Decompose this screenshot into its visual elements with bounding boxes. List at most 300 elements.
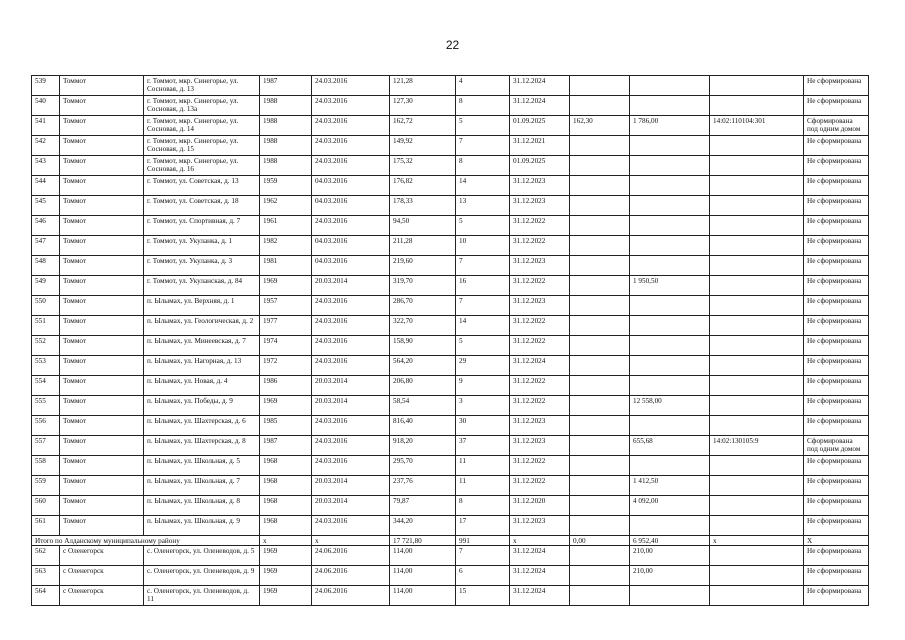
cell-deadline: 31.12.2023: [510, 436, 570, 456]
cell-residents: 9: [456, 376, 510, 396]
cell-deadline: 01.09.2025: [510, 156, 570, 176]
cell-date: 04.03.2016: [312, 176, 390, 196]
cell-row-number: 557: [32, 436, 60, 456]
cell-date: 20.03.2014: [312, 476, 390, 496]
cell-area-2: [570, 356, 630, 376]
cell-locality: Томмот: [60, 116, 144, 136]
cell-residents: 14: [456, 176, 510, 196]
cell-deadline: 31.12.2022: [510, 376, 570, 396]
cell-address: г. Томмот, мкр. Синегорье, ул. Сосновая, д. 13а: [144, 96, 260, 116]
cell-row-number: 547: [32, 236, 60, 256]
cell-locality: Томмот: [60, 96, 144, 116]
cell-deadline: 31.12.2024: [510, 356, 570, 376]
cell-residents: 7: [456, 546, 510, 566]
cell-cadastral-number: [710, 96, 804, 116]
cell-date: 04.03.2016: [312, 236, 390, 256]
cell-area-2: [570, 276, 630, 296]
cell-land-status: Сформирована под одним домом: [804, 436, 869, 456]
cell-address: г. Томмот, ул. Спортивная, д. 7: [144, 216, 260, 236]
cell-area-2: [570, 236, 630, 256]
cell-cadastral-number: [710, 316, 804, 336]
cell-deadline: 31.12.2022: [510, 236, 570, 256]
cell-cadastral-number: [710, 416, 804, 436]
cell-area-2: [570, 216, 630, 236]
cell-address: г. Томмот, ул. Советская, д. 13: [144, 176, 260, 196]
cell-area: 158,90: [390, 336, 456, 356]
table-row: [32, 256, 869, 276]
cell-deadline: 31.12.2022: [510, 396, 570, 416]
cell-cost: [630, 236, 710, 256]
cell-row-number: 562: [32, 546, 60, 566]
cell-address: г. Томмот, ул. Укуланка, д. 3: [144, 256, 260, 276]
cell-cost: 210,00: [630, 566, 710, 586]
cell-locality: с Оленегорск: [60, 566, 144, 586]
cell-cost: [630, 96, 710, 116]
cell-area-2: [570, 546, 630, 566]
cell-cadastral-number: [710, 456, 804, 476]
table-row: [32, 476, 869, 496]
cell-date: 24.03.2016: [312, 136, 390, 156]
cell-deadline: 31.12.2022: [510, 276, 570, 296]
table-row: [32, 396, 869, 416]
cell-area-2: [570, 176, 630, 196]
cell-year-built: 1988: [260, 116, 312, 136]
cell-deadline: 31.12.2023: [510, 296, 570, 316]
cell-residents: 5: [456, 336, 510, 356]
cell-land-status: Не сформирована: [804, 496, 869, 516]
cell-land-status: Не сформирована: [804, 296, 869, 316]
cell-address: п. Ылымах, ул. Школьная, д. 8: [144, 496, 260, 516]
cell-land-status: Не сформирована: [804, 236, 869, 256]
cell-area: 219,60: [390, 256, 456, 276]
cell-year-built: 1969: [260, 396, 312, 416]
cell-area-2: [570, 586, 630, 606]
cell-date: 24.03.2016: [312, 216, 390, 236]
cell-date: 24.03.2016: [312, 456, 390, 476]
cell-land-status: Не сформирована: [804, 376, 869, 396]
table-row: [32, 296, 869, 316]
cell-area: 322,70: [390, 316, 456, 336]
cell-deadline: 31.12.2022: [510, 316, 570, 336]
cell-cadastral-number: [710, 216, 804, 236]
cell-year-built: 1968: [260, 456, 312, 476]
cell-cost: [630, 76, 710, 96]
cell-date: 24.03.2016: [312, 356, 390, 376]
housing-register-table: [31, 75, 869, 606]
cell-year-built: 1988: [260, 156, 312, 176]
cell-year-built: 1969: [260, 546, 312, 566]
cell-address: п. Ылымах, ул. Геологическая, д. 2: [144, 316, 260, 336]
cell-row-number: 556: [32, 416, 60, 436]
table-row: [32, 516, 869, 536]
cell-land-status: Не сформирована: [804, 196, 869, 216]
cell-area: 162,72: [390, 116, 456, 136]
cell-residents: 11: [456, 456, 510, 476]
cell-deadline: 31.12.2022: [510, 336, 570, 356]
cell-cost: [630, 196, 710, 216]
cell-land-status: Сформирована под одним домом: [804, 116, 869, 136]
cell-date: 20.03.2014: [312, 396, 390, 416]
cell-deadline: 01.09.2025: [510, 116, 570, 136]
cell-year-built: 1986: [260, 376, 312, 396]
cell-deadline: 31.12.2024: [510, 96, 570, 116]
cell-land-status: Не сформирована: [804, 416, 869, 436]
cell-land-status: Не сформирована: [804, 546, 869, 566]
cell-cost: 1 950,50: [630, 276, 710, 296]
cell-locality: Томмот: [60, 476, 144, 496]
cell-residents: 4: [456, 76, 510, 96]
cell-area: 58,54: [390, 396, 456, 416]
cell-residents: 11: [456, 476, 510, 496]
cell-area: 114,00: [390, 586, 456, 606]
cell-year-built: 1969: [260, 276, 312, 296]
table-row: [32, 546, 869, 566]
cell-year-built: 1988: [260, 136, 312, 156]
cell-locality: Томмот: [60, 296, 144, 316]
cell-cadastral-number: [710, 176, 804, 196]
cell-residents: 30: [456, 416, 510, 436]
cell-row-number: 540: [32, 96, 60, 116]
cell-cost: 4 092,00: [630, 496, 710, 516]
table-row: [32, 336, 869, 356]
cell-area-2: [570, 476, 630, 496]
cell-date: 24.03.2016: [312, 156, 390, 176]
cell-residents: 29: [456, 356, 510, 376]
cell-locality: Томмот: [60, 356, 144, 376]
cell-deadline: 31.12.2022: [510, 216, 570, 236]
cell-residents: 16: [456, 276, 510, 296]
cell-area: 94,50: [390, 216, 456, 236]
cell-date: 20.03.2014: [312, 496, 390, 516]
cell-date: 24.06.2016: [312, 566, 390, 586]
cell-year-built: 1957: [260, 296, 312, 316]
cell-cadastral-number: [710, 586, 804, 606]
total-cell: х: [510, 536, 570, 546]
cell-address: г. Томмот, ул. Укуланка, д. 1: [144, 236, 260, 256]
total-cell: 6 952,40: [630, 536, 710, 546]
table-row: [32, 496, 869, 516]
table-row: [32, 176, 869, 196]
cell-residents: 3: [456, 396, 510, 416]
cell-cost: [630, 156, 710, 176]
cell-cost: [630, 216, 710, 236]
cell-row-number: 550: [32, 296, 60, 316]
cell-locality: Томмот: [60, 316, 144, 336]
cell-area-2: [570, 156, 630, 176]
cell-deadline: 31.12.2024: [510, 586, 570, 606]
table-row: [32, 276, 869, 296]
table-row: [32, 376, 869, 396]
cell-residents: 14: [456, 316, 510, 336]
total-label: Итого по Алданскому муниципальному району: [32, 536, 260, 546]
cell-cost: [630, 296, 710, 316]
cell-locality: Томмот: [60, 76, 144, 96]
cell-area: 149,92: [390, 136, 456, 156]
cell-area: 564,20: [390, 356, 456, 376]
cell-deadline: 31.12.2020: [510, 496, 570, 516]
cell-residents: 13: [456, 196, 510, 216]
cell-row-number: 552: [32, 336, 60, 356]
cell-land-status: Не сформирована: [804, 316, 869, 336]
cell-cost: [630, 586, 710, 606]
cell-address: с. Оленегорск, ул. Оленеводов, д. 9: [144, 566, 260, 586]
cell-deadline: 31.12.2023: [510, 256, 570, 276]
cell-residents: 7: [456, 256, 510, 276]
table-body: [32, 76, 869, 606]
cell-deadline: 31.12.2022: [510, 476, 570, 496]
cell-cadastral-number: [710, 476, 804, 496]
total-row: [32, 536, 869, 546]
cell-area: 237,76: [390, 476, 456, 496]
cell-cadastral-number: [710, 156, 804, 176]
cell-cadastral-number: [710, 336, 804, 356]
cell-residents: 17: [456, 516, 510, 536]
cell-cadastral-number: [710, 546, 804, 566]
cell-cost: 210,00: [630, 546, 710, 566]
table-row: [32, 116, 869, 136]
cell-cost: [630, 416, 710, 436]
total-cell: х: [710, 536, 804, 546]
cell-year-built: 1987: [260, 436, 312, 456]
cell-date: 20.03.2014: [312, 276, 390, 296]
cell-cadastral-number: [710, 376, 804, 396]
cell-residents: 7: [456, 296, 510, 316]
cell-land-status: Не сформирована: [804, 76, 869, 96]
table-row: [32, 456, 869, 476]
cell-address: г. Томмот, ул. Укуланская, д. 84: [144, 276, 260, 296]
cell-area: 295,70: [390, 456, 456, 476]
table-row: [32, 76, 869, 96]
cell-date: 24.03.2016: [312, 516, 390, 536]
cell-cost: [630, 456, 710, 476]
cell-locality: Томмот: [60, 216, 144, 236]
cell-area-2: [570, 566, 630, 586]
cell-row-number: 545: [32, 196, 60, 216]
cell-address: г. Томмот, мкр. Синегорье, ул. Сосновая, д. 14: [144, 116, 260, 136]
cell-cadastral-number: [710, 196, 804, 216]
table-row: [32, 236, 869, 256]
cell-area: 918,20: [390, 436, 456, 456]
cell-area-2: [570, 516, 630, 536]
cell-row-number: 541: [32, 116, 60, 136]
cell-cost: 1 412,50: [630, 476, 710, 496]
cell-locality: Томмот: [60, 176, 144, 196]
cell-address: п. Ылымах, ул. Нагорная, д. 13: [144, 356, 260, 376]
cell-row-number: 539: [32, 76, 60, 96]
cell-date: 24.03.2016: [312, 436, 390, 456]
total-cell: 0,00: [570, 536, 630, 546]
cell-locality: Томмот: [60, 416, 144, 436]
cell-locality: с Оленегорск: [60, 546, 144, 566]
cell-area: 816,40: [390, 416, 456, 436]
cell-date: 20.03.2014: [312, 376, 390, 396]
cell-address: п. Ылымах, ул. Шахтерская, д. 8: [144, 436, 260, 456]
cell-row-number: 561: [32, 516, 60, 536]
cell-residents: 10: [456, 236, 510, 256]
cell-year-built: 1972: [260, 356, 312, 376]
cell-address: с. Оленегорск, ул. Оленеводов, д. 5: [144, 546, 260, 566]
cell-locality: Томмот: [60, 136, 144, 156]
cell-address: г. Томмот, ул. Советская, д. 18: [144, 196, 260, 216]
cell-area: 178,33: [390, 196, 456, 216]
cell-address: п. Ылымах, ул. Школьная, д. 9: [144, 516, 260, 536]
cell-date: 24.03.2016: [312, 336, 390, 356]
cell-year-built: 1981: [260, 256, 312, 276]
cell-land-status: Не сформирована: [804, 396, 869, 416]
cell-cost: [630, 256, 710, 276]
table-row: [32, 136, 869, 156]
cell-residents: 8: [456, 96, 510, 116]
cell-area: 319,70: [390, 276, 456, 296]
cell-year-built: 1962: [260, 196, 312, 216]
cell-cadastral-number: [710, 356, 804, 376]
cell-address: п. Ылымах, ул. Новая, д. 4: [144, 376, 260, 396]
cell-cadastral-number: [710, 396, 804, 416]
cell-cost: [630, 336, 710, 356]
cell-land-status: Не сформирована: [804, 136, 869, 156]
cell-deadline: 31.12.2023: [510, 516, 570, 536]
cell-deadline: 31.12.2023: [510, 176, 570, 196]
cell-residents: 8: [456, 496, 510, 516]
cell-year-built: 1985: [260, 416, 312, 436]
cell-year-built: 1969: [260, 586, 312, 606]
cell-locality: Томмот: [60, 276, 144, 296]
table-row: [32, 156, 869, 176]
cell-address: п. Ылымах, ул. Шахтерская, д. 6: [144, 416, 260, 436]
cell-cost: [630, 356, 710, 376]
cell-deadline: 31.12.2022: [510, 456, 570, 476]
cell-area: 206,80: [390, 376, 456, 396]
cell-area-2: [570, 256, 630, 276]
cell-locality: с Оленегорск: [60, 586, 144, 606]
cell-cost: 12 558,00: [630, 396, 710, 416]
cell-address: п. Ылымах, ул. Школьная, д. 5: [144, 456, 260, 476]
cell-row-number: 548: [32, 256, 60, 276]
cell-deadline: 31.12.2024: [510, 566, 570, 586]
total-cell: 991: [456, 536, 510, 546]
cell-cadastral-number: [710, 256, 804, 276]
cell-land-status: Не сформирована: [804, 276, 869, 296]
cell-land-status: Не сформирована: [804, 176, 869, 196]
cell-year-built: 1968: [260, 516, 312, 536]
cell-area-2: [570, 296, 630, 316]
cell-cadastral-number: [710, 516, 804, 536]
cell-deadline: 31.12.2024: [510, 76, 570, 96]
cell-locality: Томмот: [60, 336, 144, 356]
cell-cadastral-number: [710, 296, 804, 316]
cell-row-number: 564: [32, 586, 60, 606]
cell-locality: Томмот: [60, 196, 144, 216]
cell-area: 121,28: [390, 76, 456, 96]
total-cell: х: [312, 536, 390, 546]
cell-land-status: Не сформирована: [804, 96, 869, 116]
table-row: [32, 586, 869, 606]
cell-area-2: [570, 76, 630, 96]
cell-area-2: [570, 416, 630, 436]
cell-date: 24.03.2016: [312, 416, 390, 436]
total-cell: х: [260, 536, 312, 546]
cell-area: 114,00: [390, 546, 456, 566]
cell-deadline: 31.12.2024: [510, 546, 570, 566]
cell-cadastral-number: 14:02:110104:301: [710, 116, 804, 136]
cell-year-built: 1974: [260, 336, 312, 356]
cell-year-built: 1988: [260, 96, 312, 116]
page-number: 22: [445, 38, 460, 52]
cell-year-built: 1961: [260, 216, 312, 236]
cell-address: г. Томмот, мкр. Синегорье, ул. Сосновая, д. 15: [144, 136, 260, 156]
cell-year-built: 1968: [260, 496, 312, 516]
cell-row-number: 542: [32, 136, 60, 156]
cell-year-built: 1987: [260, 76, 312, 96]
cell-cost: 1 786,00: [630, 116, 710, 136]
cell-cost: 655,68: [630, 436, 710, 456]
total-cell: Х: [804, 536, 869, 546]
cell-cadastral-number: [710, 566, 804, 586]
cell-row-number: 553: [32, 356, 60, 376]
cell-area: 176,82: [390, 176, 456, 196]
table-row: [32, 196, 869, 216]
cell-area-2: 162,30: [570, 116, 630, 136]
cell-area-2: [570, 456, 630, 476]
cell-land-status: Не сформирована: [804, 156, 869, 176]
cell-row-number: 543: [32, 156, 60, 176]
cell-area-2: [570, 96, 630, 116]
cell-locality: Томмот: [60, 256, 144, 276]
cell-row-number: 546: [32, 216, 60, 236]
cell-cadastral-number: [710, 236, 804, 256]
table-row: [32, 566, 869, 586]
cell-land-status: Не сформирована: [804, 456, 869, 476]
cell-cadastral-number: [710, 76, 804, 96]
cell-area: 79,87: [390, 496, 456, 516]
cell-land-status: Не сформирована: [804, 586, 869, 606]
cell-residents: 8: [456, 156, 510, 176]
cell-address: с. Оленегорск, ул. Оленеводов, д. 11: [144, 586, 260, 606]
cell-residents: 7: [456, 136, 510, 156]
cell-land-status: Не сформирована: [804, 356, 869, 376]
cell-locality: Томмот: [60, 396, 144, 416]
cell-area-2: [570, 336, 630, 356]
cell-deadline: 31.12.2023: [510, 196, 570, 216]
table-row: [32, 96, 869, 116]
cell-area-2: [570, 396, 630, 416]
cell-date: 24.03.2016: [312, 116, 390, 136]
cell-locality: Томмот: [60, 436, 144, 456]
cell-cadastral-number: [710, 276, 804, 296]
cell-area-2: [570, 316, 630, 336]
table-row: [32, 416, 869, 436]
cell-locality: Томмот: [60, 156, 144, 176]
table-row: [32, 436, 869, 456]
cell-cost: [630, 516, 710, 536]
cell-locality: Томмот: [60, 236, 144, 256]
cell-cost: [630, 176, 710, 196]
cell-deadline: 31.12.2021: [510, 136, 570, 156]
cell-row-number: 551: [32, 316, 60, 336]
total-cell: 17 721,80: [390, 536, 456, 546]
cell-area: 127,30: [390, 96, 456, 116]
cell-row-number: 549: [32, 276, 60, 296]
cell-year-built: 1977: [260, 316, 312, 336]
cell-area-2: [570, 376, 630, 396]
cell-cost: [630, 136, 710, 156]
cell-row-number: 544: [32, 176, 60, 196]
cell-area-2: [570, 436, 630, 456]
cell-land-status: Не сформирована: [804, 336, 869, 356]
cell-land-status: Не сформирована: [804, 256, 869, 276]
cell-row-number: 559: [32, 476, 60, 496]
cell-address: п. Ылымах, ул. Верхняя, д. 1: [144, 296, 260, 316]
